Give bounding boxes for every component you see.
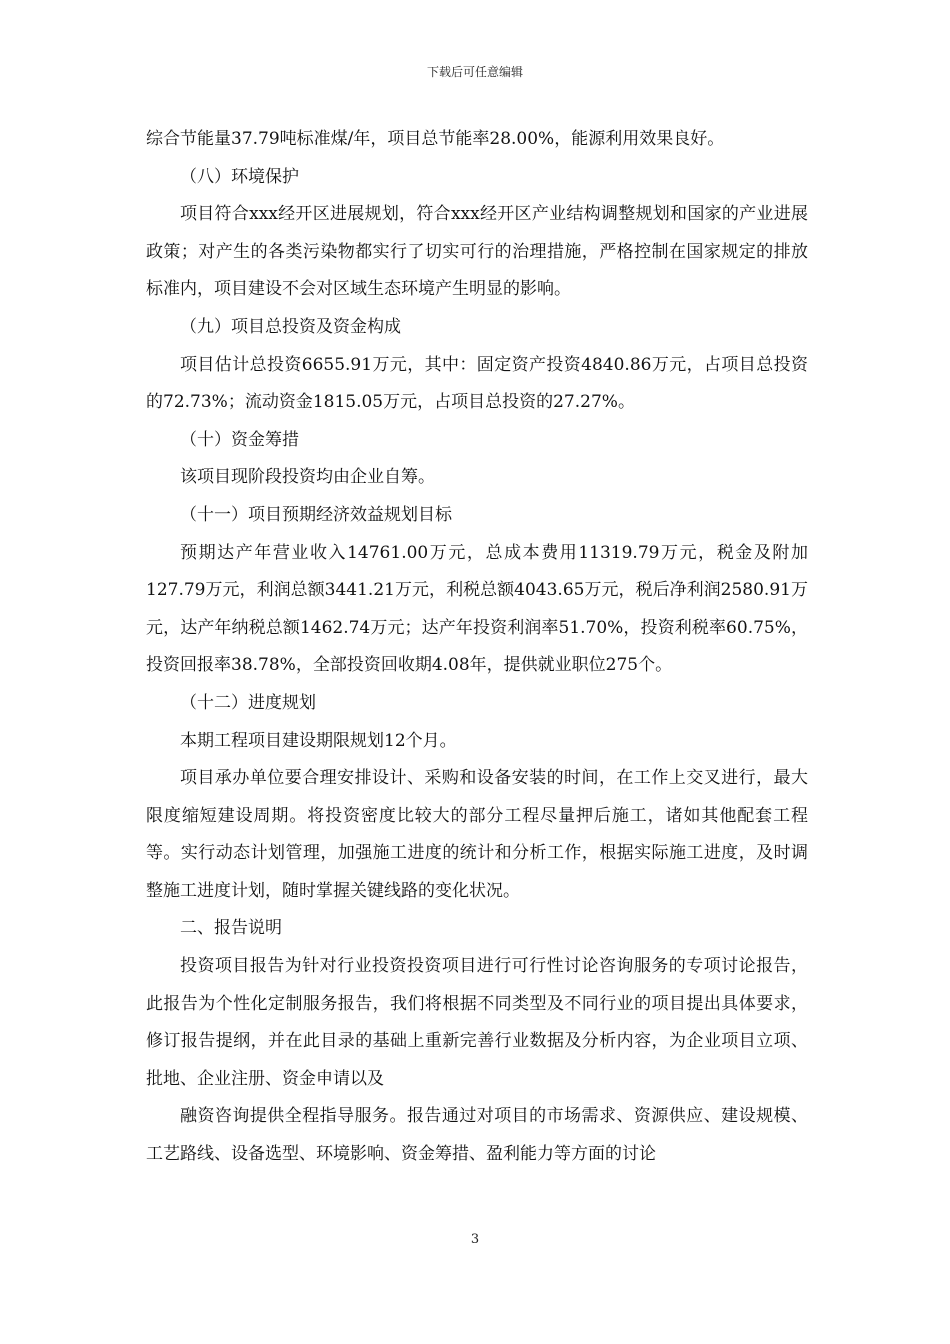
paragraph-energy-saving-continued: 综合节能量37.79吨标准煤/年，项目总节能率28.00%，能源利用效果良好。 [146, 129, 725, 149]
heading-total-investment: （九）项目总投资及资金构成 [180, 316, 401, 337]
paragraph-report-description: 投资项目报告为针对行业投资投资项目进行可行性讨论咨询服务的专项讨论报告，此报告为个性化定制服务报告，我们将根据不同类型及不同行业的项目提出具体要求，修订报告提纲，并在此目录的基础上重新完善行业数据及分析内容，为企业项目立项、批地、企业注册、资金申请以及 [146, 956, 808, 1089]
page-header: 下载后可任意编辑 [426, 65, 523, 79]
heading-report-description: 二、报告说明 [180, 918, 282, 939]
document-body [146, 121, 808, 1174]
paragraph-report-services: 融资咨询提供全程指导服务。报告通过对项目的市场需求、资源供应、建设规模、工艺路线、设备选型、环境影响、资金筹措、盈利能力等方面的讨论 [146, 1106, 808, 1165]
paragraph-economic-benefit-targets: 预期达产年营业收入14761.00万元，总成本费用11319.79万元，税金及附加127.79万元，利润总额3441.21万元，利税总额4043.65万元，税后净利润2580.91万元，达产年纳税总额1462.74万元；达产年投资利润率51.70%，投资利税率60.75%，投资回报率38.78%，全部投资回收期4.08年，提供就业职位275个。 [146, 542, 808, 676]
heading-schedule-planning: （十二）进度规划 [180, 692, 316, 713]
paragraph-environmental-protection: 项目符合xxx经开区进展规划，符合xxx经开区产业结构调整规划和国家的产业进展政策；对产生的各类污染物都实行了切实可行的治理措施，严格控制在国家规定的排放标准内，项目建设不会对区域生态环境产生明显的影响。 [146, 204, 808, 300]
paragraph-construction-period: 本期工程项目建设期限规划12个月。 [180, 730, 457, 751]
paragraph-schedule-details: 项目承办单位要合理安排设计、采购和设备安装的时间，在工作上交叉进行，最大限度缩短建设周期。将投资密度比较大的部分工程尽量押后施工，诸如其他配套工程等。实行动态计划管理，加强施工进度的统计和分析工作，根据实际施工进度，及时调整施工进度计划，随时掌握关键线路的变化状况。 [146, 768, 808, 901]
paragraph-total-investment: 项目估计总投资6655.91万元，其中：固定资产投资4840.86万元，占项目总投资的72.73%；流动资金1815.05万元，占项目总投资的27.27%。 [146, 354, 808, 413]
heading-environmental-protection: （八）环境保护 [180, 166, 299, 187]
page-number: 3 [470, 1232, 480, 1247]
paragraph-fund-raising: 该项目现阶段投资均由企业自筹。 [180, 467, 435, 488]
heading-economic-benefit-targets: （十一）项目预期经济效益规划目标 [180, 504, 452, 525]
heading-fund-raising: （十）资金筹措 [180, 429, 299, 450]
